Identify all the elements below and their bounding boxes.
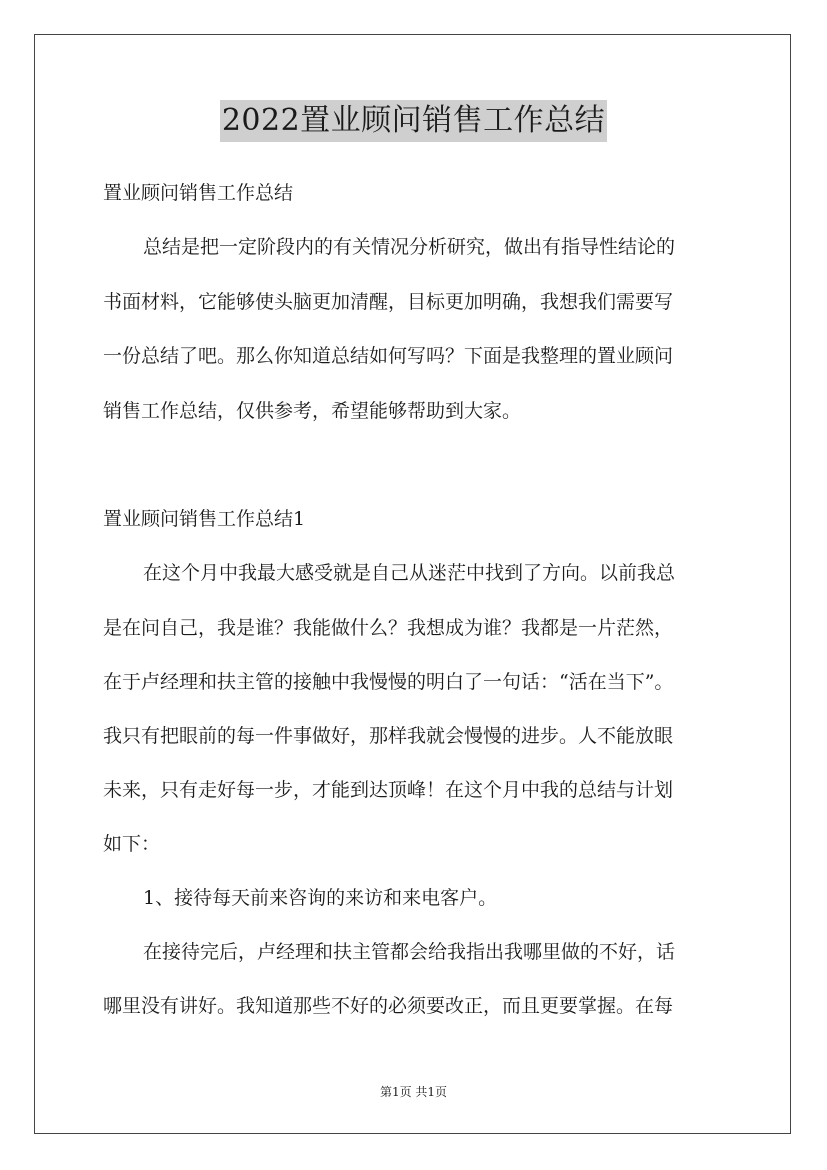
intro-line: 销售工作总结，仅供参考，希望能够帮助到大家。	[103, 400, 522, 422]
body-line: 未来，只有走好每一步，才能到达顶峰！在这个月中我的总结与计划	[103, 779, 674, 801]
subtitle: 置业顾问销售工作总结	[103, 182, 294, 204]
body-line: 在这个月中我最大感受就是自己从迷茫中找到了方向。以前我总	[143, 562, 676, 584]
body-line: 是在问自己，我是谁？我能做什么？我想成为谁？我都是一片茫然，	[103, 617, 674, 639]
body-line: 在于卢经理和扶主管的接触中我慢慢的明白了一句话：“活在当下”。	[103, 671, 674, 693]
body-line: 哪里没有讲好。我知道那些不好的必须要改正，而且更要掌握。在每	[103, 995, 674, 1017]
document-title-row	[0, 100, 827, 142]
intro-line: 书面材料，它能够使头脑更加清醒，目标更加明确，我想我们需要写	[103, 291, 674, 313]
intro-line: 一份总结了吧。那么你知道总结如何写吗？下面是我整理的置业顾问	[103, 345, 674, 367]
intro-line: 总结是把一定阶段内的有关情况分析研究，做出有指导性结论的	[143, 236, 676, 258]
body-line: 我只有把眼前的每一件事做好，那样我就会慢慢的进步。人不能放眼	[103, 725, 674, 747]
page-footer: 第1页 共1页	[379, 1085, 448, 1099]
body-line: 如下：	[103, 833, 161, 855]
list-item: 1、接待每天前来咨询的来访和来电客户。	[143, 887, 498, 909]
document-title: 2022置业顾问销售工作总结	[220, 100, 607, 142]
body-line: 在接待完后，卢经理和扶主管都会给我指出我哪里做的不好，话	[143, 941, 676, 963]
section-heading: 置业顾问销售工作总结1	[103, 508, 306, 530]
